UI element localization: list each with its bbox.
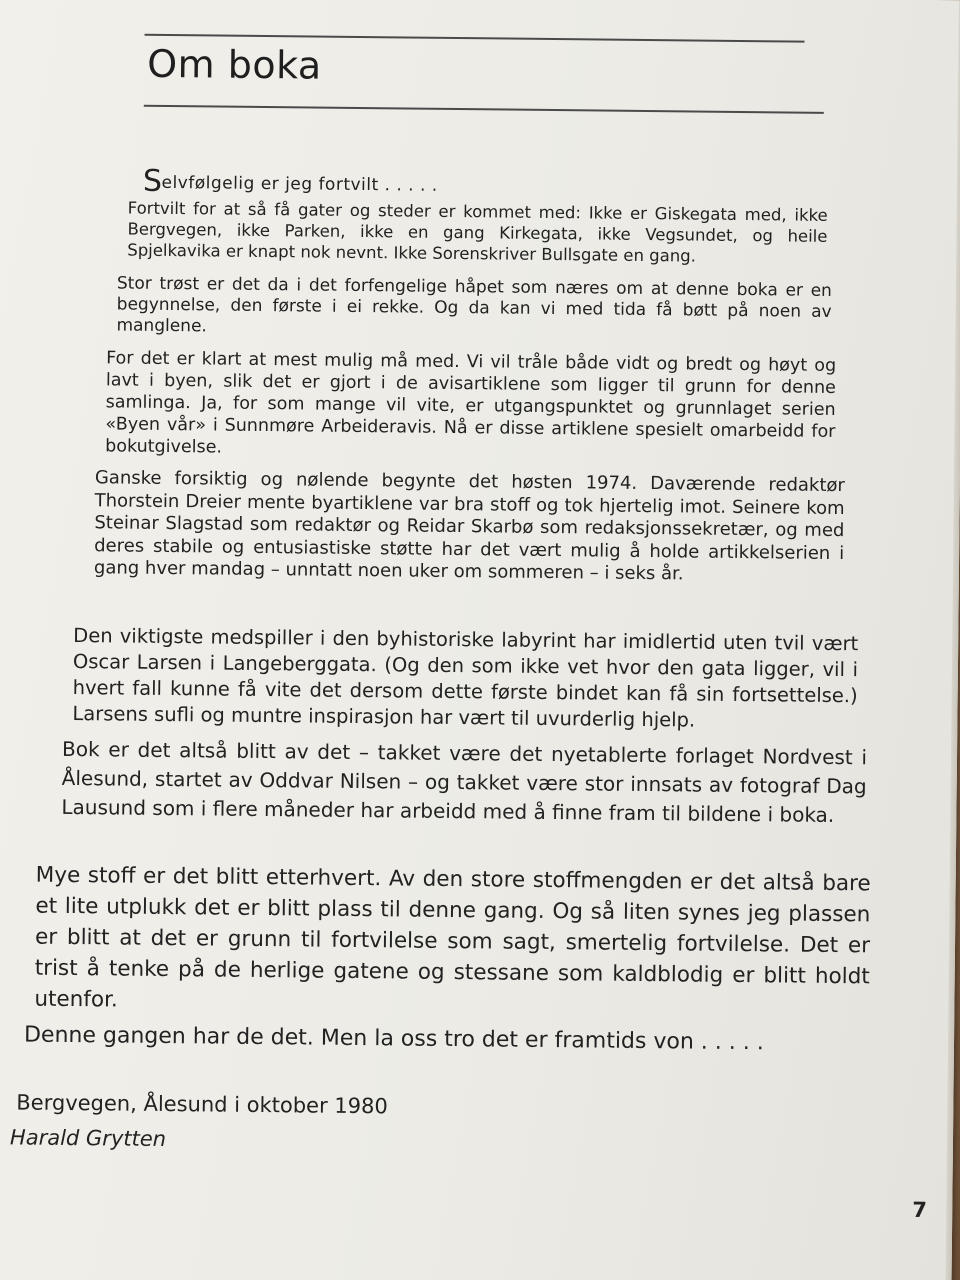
- heading-rule-top: [145, 34, 805, 42]
- paragraph-3: For det er klart at mest mulig må med. Vi vil tråle både vidt og bredt og høyt og lavt i byen, slik det er gjort i de avisartiklene som ligger til grunn for denne samlinga. Ja, for som mange vil vite, er utgangspunktet og grunnlaget serien «Byen vår» i Sunnmøre Arbeideravis. Nå er disse artiklene spesielt omarbeidd for bokutgivelse.: [105, 348, 837, 458]
- paragraph-1: Fortvilt for at så få gater og steder er kommet med: Ikke er Giskegata med, ikke Bergvegen, ikke Parken, ikke en gang Kirkegata, ikke Vegsundet, og heile Spjelkavika er knapt nok nevnt. Ikke Sorenskriver Bullsgate en gang.: [127, 198, 828, 266]
- paragraph-5: Den viktigste medspiller i den byhistoriske labyrint har imidlertid uten tvil vært Oscar Larsen i Langeberggata. (Og den som ikke vet hvor den gata ligger, vil i hvert fall kunne få vite det dersom dette første bindet kan få sin fortsettelse.) Larsens sufli og muntre inspirasjon har vært til uvurderlig hjelp.: [72, 624, 859, 732]
- page-edge: [945, 0, 960, 1280]
- paragraph-8: Denne gangen har de det. Men la oss tro det er framtids von . . . . .: [23, 1022, 764, 1056]
- heading-rule-bottom: [144, 105, 824, 114]
- lead-line: [143, 164, 438, 202]
- lead-dropcap: S: [142, 163, 163, 199]
- paragraph-7: Mye stoff er det blitt etterhvert. Av den store stoffmengden er det altså bare et lite utplukk det er blitt plass til denne gang. Og så liten synes jeg plassen er blitt at det er grunn til fortvilelse som sagt, smertelig fortvilelse. Det er trist å tenke på de herlige gatene og stessane som kaldblodig er blitt holdt utenfor.: [34, 862, 871, 1013]
- paragraph-6: Bok er det altså blitt av det – takket være det nyetablerte forlaget Nordvest i Ålesund, startet av Oddvar Nilsen – og takket være stor innsats av fotograf Dag Lausund som i flere måneder har arbeidd med å finne fram til bildene i boka.: [61, 736, 868, 827]
- lead-text: elvfølgelig er jeg fortvilt . . . . .: [161, 172, 438, 196]
- signature-name: Harald Grytten: [9, 1125, 167, 1152]
- page-number: 7: [912, 1197, 928, 1222]
- signature-place-date: Bergvegen, Ålesund i oktober 1980: [16, 1090, 388, 1119]
- paragraph-4: Ganske forsiktig og nølende begynte det høsten 1974. Daværende redaktør Thorstein Dreier mente byartiklene var bra stoff og tok hjertelig imot. Seinere kom Steinar Slagstad som redaktør og Reidar Skarbø som redaksjonssekretær, og med deres stabile og entusiastiske støtte har det vært mulig å holde artikkelserien i gang hver mandag – unntatt noen uker om sommeren – i seks år.: [93, 467, 845, 585]
- page-title: Om boka: [147, 41, 322, 88]
- paragraph-2: Stor trøst er det da i det forfengelige håpet som næres om at denne boka er en begynnelse, den første i ei rekke. Og da kan vi med tida få bøtt på noen av manglene.: [116, 273, 833, 337]
